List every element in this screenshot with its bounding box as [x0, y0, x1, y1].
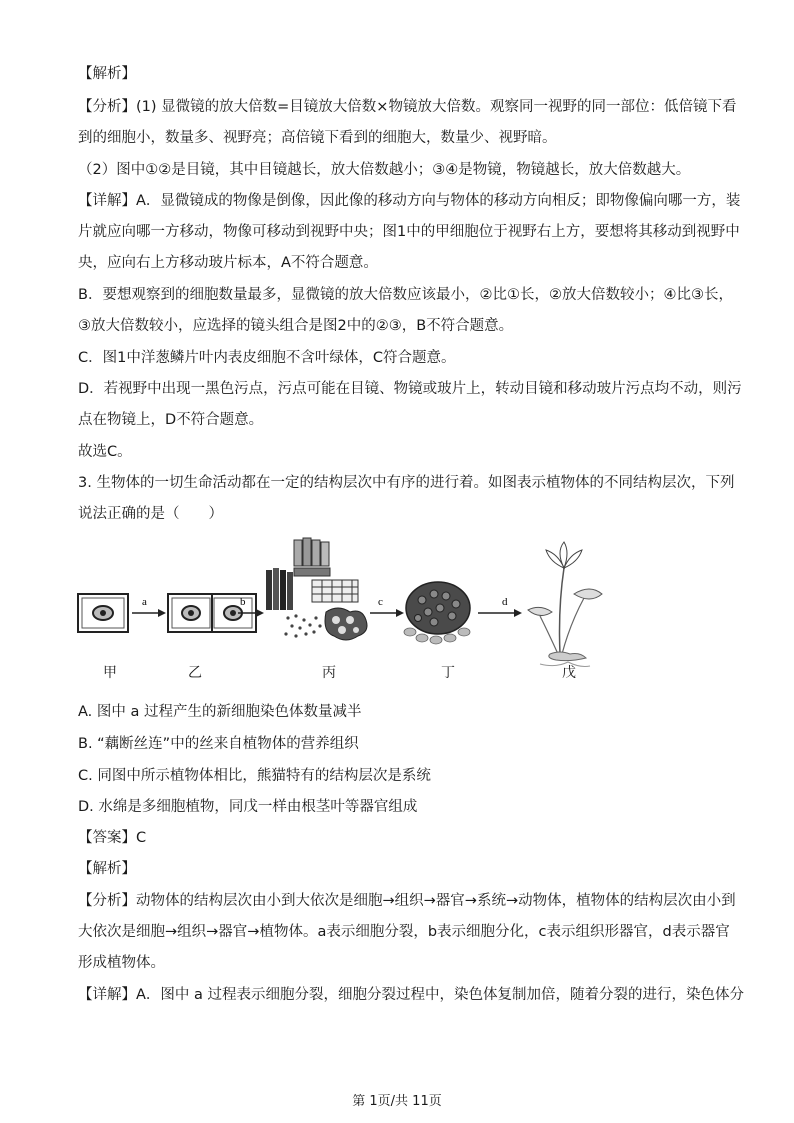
option-c: C. 同图中所示植物体相比，熊猫特有的结构层次是系统	[78, 768, 431, 784]
answer-line: 【答案】C	[78, 830, 147, 846]
analysis-heading: 【解析】	[78, 861, 136, 877]
arrow-d	[478, 596, 522, 617]
stage-label-bing: 丙	[322, 665, 336, 681]
detail-line: 【详解】A．图中 a 过程表示细胞分裂，细胞分裂过程中，染色体复制加倍，随着分裂的进行，染色体分	[78, 987, 745, 1003]
text-line: 故选C。	[78, 444, 132, 460]
text-line: 到的细胞小，数量多、视野亮；高倍镜下看到的细胞大，数量少、视野暗。	[78, 130, 557, 146]
text-line: ③放大倍数较小，应选择的镜头组合是图2中的②③，B不符合题意。	[78, 318, 514, 334]
tissues-illustration	[266, 538, 367, 640]
text-line: D．若视野中出现一黑色污点，污点可能在目镜、物镜或玻片上，转动目镜和移动玻片污点均不动，则污	[78, 381, 742, 397]
text-line: （2）图中①②是目镜，其中目镜越长，放大倍数越小；③④是物镜，物镜越长，放大倍数越大。	[78, 162, 691, 178]
analysis-line: 形成植物体。	[78, 955, 165, 971]
stage-label-ding: 丁	[441, 665, 455, 681]
text-line: 央，应向右上方移动玻片标本，A不符合题意。	[78, 255, 378, 271]
stage-label-jia: 甲	[103, 665, 117, 681]
page-footer: 第 1页/共 11页	[352, 1094, 442, 1109]
text-line: 【分析】(1) 显微镜的放大倍数=目镜放大倍数×物镜放大倍数。观察同一视野的同一部位：低倍镜下看	[78, 99, 737, 115]
arrow-label-c: c	[378, 596, 383, 608]
arrow-label-a: a	[142, 596, 147, 608]
arrow-a	[132, 596, 166, 617]
option-a: A. 图中 a 过程产生的新细胞染色体数量减半	[78, 704, 362, 720]
option-d: D. 水绵是多细胞植物，同戊一样由根茎叶等器官组成	[78, 799, 418, 815]
text-line: B．要想观察到的细胞数量最多，显微镜的放大倍数应该最小，②比①长，②放大倍数较小；④比③长，	[78, 287, 733, 303]
lotus-pod-illustration	[404, 582, 470, 644]
text-line: 【详解】A．显微镜成的物像是倒像，因此像的移动方向与物体的移动方向相反；即物像偏向哪一方，装	[78, 193, 741, 209]
structure-levels-figure	[70, 528, 630, 688]
analysis-line: 【分析】动物体的结构层次由小到大依次是细胞→组织→器官→系统→动物体，植物体的结构层次由小到	[78, 893, 736, 909]
cell-single-illustration	[78, 594, 128, 632]
analysis-line: 大依次是细胞→组织→器官→植物体。a表示细胞分裂，b表示细胞分化，c表示组织形器官，d表示器官	[78, 924, 730, 940]
stage-label-yi: 乙	[188, 665, 202, 681]
stage-label-wu: 戊	[562, 665, 576, 681]
text-line: 片就应向哪一方移动，物像可移动到视野中央；图1中的甲细胞位于视野右上方，要想将其移动到视野中	[78, 224, 740, 240]
question-text: 3. 生物体的一切生命活动都在一定的结构层次中有序的进行着。如图表示植物体的不同结构层次，下列	[78, 475, 735, 491]
text-line: 点在物镜上，D不符合题意。	[78, 412, 264, 428]
arrow-label-b: b	[240, 596, 246, 608]
question-text: 说法正确的是（ ）	[78, 506, 223, 522]
arrow-label-d: d	[502, 596, 508, 608]
text-line: 【解析】	[78, 66, 136, 82]
option-b: B. “藕断丝连”中的丝来自植物体的营养组织	[78, 736, 359, 752]
arrow-c	[370, 596, 404, 617]
text-line: C．图1中洋葱鳞片叶内表皮细胞不含叶绿体，C符合题意。	[78, 350, 456, 366]
lotus-plant-illustration	[528, 542, 602, 667]
